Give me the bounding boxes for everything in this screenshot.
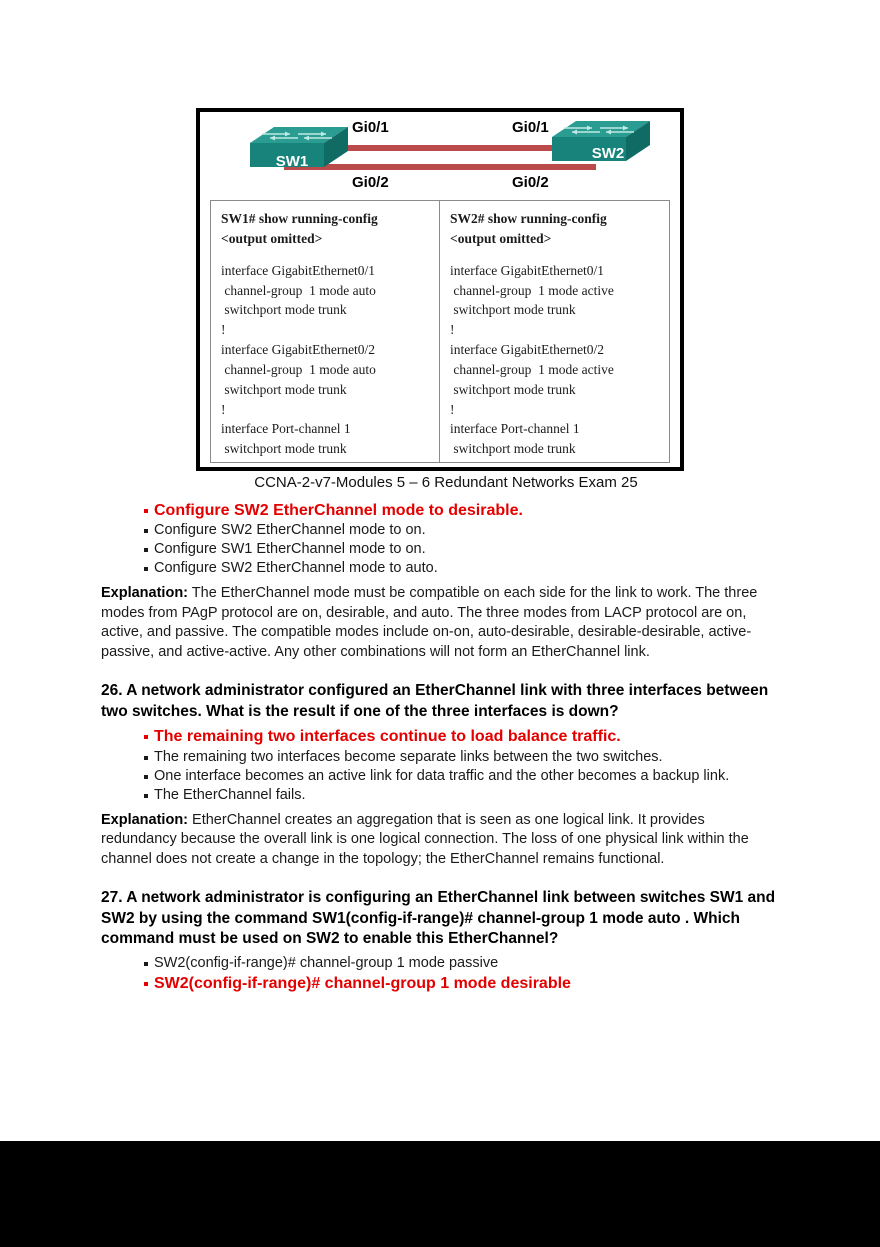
sw2-config-line: channel-group 1 mode active (450, 282, 614, 298)
q27-option-correct[interactable]: SW2(config-if-range)# channel-group 1 mode desirable (143, 973, 781, 994)
explanation-label: Explanation: (101, 585, 189, 602)
page-bottom-black-bar (0, 1141, 880, 1247)
sw2-config-line: switchport mode trunk (450, 381, 576, 397)
q25-option-correct[interactable]: Configure SW2 EtherChannel mode to desirable. (143, 500, 781, 521)
q26-explanation (101, 811, 781, 870)
sw2-config-line: ! (450, 322, 455, 338)
topology-diagram (200, 112, 680, 200)
question-content (101, 500, 781, 994)
port-label-sw1-gi01: Gi0/1 (352, 119, 389, 136)
switch-sw2 (550, 117, 652, 171)
port-label-sw1-gi02: Gi0/2 (352, 174, 389, 191)
switch-sw1 (248, 123, 350, 177)
q26-option[interactable]: The EtherChannel fails. (143, 786, 781, 805)
explanation-body: The EtherChannel mode must be compatible on each side for the link to work. The three modes from PAgP protocol are on, desirable, and auto. The three modes from LACP protocol are on, active, and passive. The compatible modes include on-on, auto-desirable, desirable-desirable, active-passive, and active-active. Any other combinations will not form an EtherChannel link. (101, 585, 758, 660)
sw1-config-line: switchport mode trunk (221, 441, 347, 457)
q25-options (143, 500, 781, 578)
network-topology-figure (196, 108, 684, 471)
sw1-config-line: ! (221, 322, 226, 338)
sw1-config-line: switchport mode trunk (221, 381, 347, 397)
switch-sw1-label: SW1 (275, 153, 309, 170)
figure-caption: CCNA-2-v7-Modules 5 – 6 Redundant Networks Exam 25 (254, 474, 638, 491)
q26-option[interactable]: The remaining two interfaces become separate links between the two switches. (143, 748, 781, 767)
sw2-config-prompt: SW2# show running-config (450, 211, 607, 226)
sw1-config-line: interface Port-channel 1 (221, 421, 351, 437)
sw1-config-prompt: SW1# show running-config (221, 211, 378, 226)
sw1-config-panel (211, 201, 440, 462)
q27-prompt: 27. A network administrator is configuring an EtherChannel link between switches SW1 and SW2 by using the command SW1(config-if-range)# channel-group 1 mode auto . Which command must be used on SW2 to enable this EtherChannel? (101, 889, 776, 948)
sw1-config-line: ! (221, 401, 226, 417)
sw2-config-line: interface GigabitEthernet0/1 (450, 262, 605, 278)
config-output-panels (210, 200, 670, 463)
spacer (450, 249, 665, 261)
sw2-config-omitted: <output omitted> (450, 230, 552, 246)
q26-options (143, 726, 781, 804)
sw2-config-line: interface GigabitEthernet0/2 (450, 342, 605, 358)
switch-sw2-label: SW2 (591, 145, 625, 162)
sw2-config-panel (440, 201, 669, 462)
sw1-config-line: interface GigabitEthernet0/1 (221, 262, 376, 278)
port-label-sw2-gi01: Gi0/1 (512, 119, 549, 136)
sw1-config-line: channel-group 1 mode auto (221, 361, 376, 377)
sw1-config-line: switchport mode trunk (221, 302, 347, 318)
q25-option[interactable]: Configure SW1 EtherChannel mode to on. (143, 540, 781, 559)
sw1-config-omitted: <output omitted> (221, 230, 323, 246)
sw1-config-line: interface GigabitEthernet0/2 (221, 342, 376, 358)
sw2-config-line: interface Port-channel 1 (450, 421, 580, 437)
q27-options (143, 954, 781, 994)
q26-prompt: 26. A network administrator configured an EtherChannel link with three interfaces between two switches. What is the result if one of the three interfaces is down? (101, 682, 769, 720)
q25-explanation (101, 584, 781, 662)
sw2-config-line: switchport mode trunk (450, 302, 576, 318)
sw1-config-line: channel-group 1 mode auto (221, 282, 376, 298)
explanation-label: Explanation: (101, 811, 189, 828)
spacer (221, 249, 435, 261)
sw2-config-line: switchport mode trunk (450, 441, 576, 457)
port-label-sw2-gi02: Gi0/2 (512, 174, 549, 191)
explanation-body: EtherChannel creates an aggregation that is seen as one logical link. It provides redundancy because the overall link is one logical connection. The loss of one physical link within the channel does not create a change in the topology; the EtherChannel remains functional. (101, 811, 749, 867)
network-switch-icon (550, 117, 652, 171)
sw2-config-line: ! (450, 401, 455, 417)
q27-option[interactable]: SW2(config-if-range)# channel-group 1 mode passive (143, 954, 781, 973)
q25-option[interactable]: Configure SW2 EtherChannel mode to on. (143, 521, 781, 540)
q25-option[interactable]: Configure SW2 EtherChannel mode to auto. (143, 559, 781, 578)
sw2-config-line: channel-group 1 mode active (450, 361, 614, 377)
q26-option[interactable]: One interface becomes an active link for data traffic and the other becomes a backup link. (143, 767, 781, 786)
q26-option-correct[interactable]: The remaining two interfaces continue to load balance trafﬁc. (143, 726, 781, 747)
